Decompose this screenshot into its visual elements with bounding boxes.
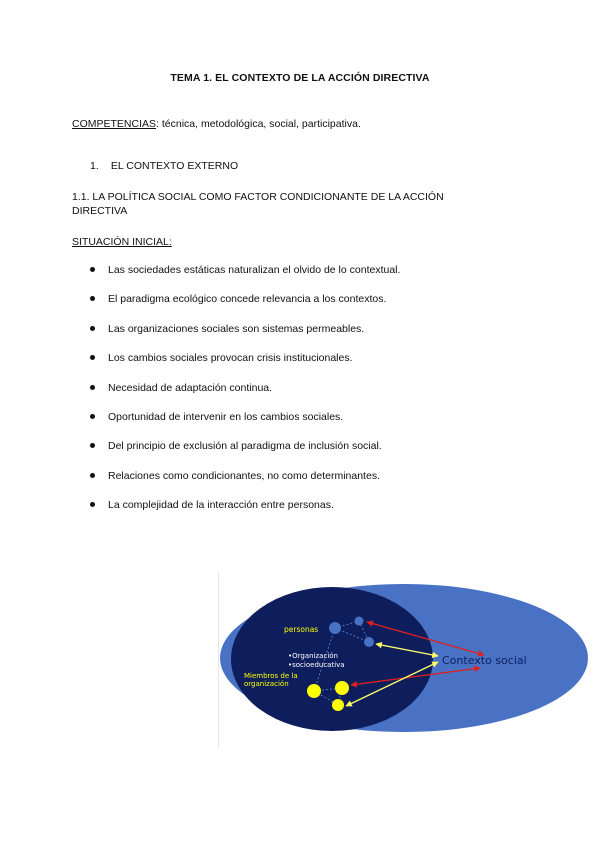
bullet-icon [90, 355, 95, 360]
context-diagram-svg [218, 572, 588, 748]
person-circle [329, 622, 341, 634]
list-item [88, 491, 400, 520]
list-item [88, 344, 400, 373]
social-context-label: Contexto social [442, 654, 527, 667]
organization-label-line2: •socioeducativa [288, 661, 345, 669]
list-item [88, 374, 400, 403]
person-circle [364, 637, 374, 647]
personas-label: personas [284, 625, 319, 634]
member-circle [307, 684, 321, 698]
list-item-text: El paradigma ecológico concede relevancia a los contextos. [108, 293, 387, 306]
members-label-line1: Miembros de la [244, 672, 298, 680]
competencias-line [72, 118, 361, 130]
competencias-text: : técnica, metodológica, social, participativa. [156, 118, 361, 130]
list-item-text: Oportunidad de intervenir en los cambios sociales. [108, 410, 344, 423]
list-item [88, 256, 400, 285]
bullet-icon [90, 414, 95, 419]
member-circle [332, 699, 344, 711]
context-diagram [218, 572, 588, 748]
list-item-text: Del principio de exclusión al paradigma de inclusión social. [108, 440, 382, 453]
bullet-icon [90, 443, 95, 448]
competencias-label: COMPETENCIAS [72, 118, 157, 130]
document-title: TEMA 1. EL CONTEXTO DE LA ACCIÓN DIRECTIVA [170, 72, 430, 84]
bullet-list [88, 256, 400, 521]
bullet-icon [90, 326, 95, 331]
bullet-icon [90, 296, 95, 301]
situacion-heading: SITUACIÓN INICIAL: [72, 236, 172, 248]
list-item-text: La complejidad de la interacción entre personas. [108, 499, 334, 512]
subsection-heading: 1.1. LA POLÍTICA SOCIAL COMO FACTOR CONDICIONANTE DE LA ACCIÓN DIRECTIVA [72, 191, 444, 217]
organization-label-line1: •Organización [288, 652, 338, 660]
bullet-icon [90, 473, 95, 478]
bullet-icon [90, 267, 95, 272]
list-item [88, 403, 400, 432]
section-label: EL CONTEXTO EXTERNO [110, 160, 239, 172]
members-label-line2: organización [244, 680, 289, 688]
list-item-text: Las organizaciones sociales son sistemas permeables. [108, 322, 365, 335]
list-item [88, 285, 400, 314]
section-number: 1. [90, 160, 99, 172]
list-item [88, 462, 400, 491]
list-item-text: Las sociedades estáticas naturalizan el olvido de lo contextual. [108, 264, 401, 276]
list-item [88, 315, 400, 344]
bullet-icon [90, 502, 95, 507]
list-item-text: Los cambios sociales provocan crisis institucionales. [108, 352, 353, 365]
person-circle [355, 617, 364, 626]
list-item-text: Necesidad de adaptación continua. [108, 381, 273, 394]
bullet-icon [90, 385, 95, 390]
section-heading [90, 160, 238, 172]
member-circle [335, 681, 349, 695]
list-item-text: Relaciones como condicionantes, no como determinantes. [108, 469, 380, 482]
list-item [88, 432, 400, 461]
